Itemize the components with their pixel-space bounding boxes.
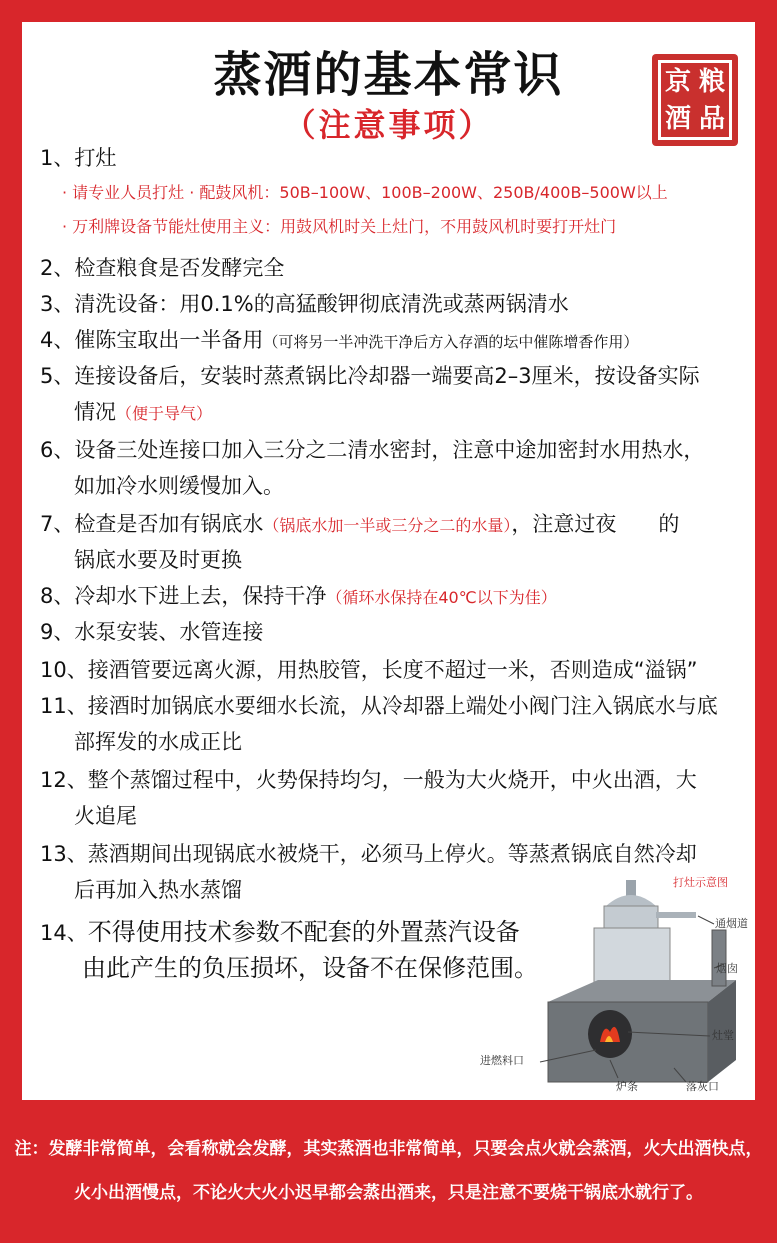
page-subtitle: （注意事项） — [283, 106, 494, 144]
list-item-continuation: 后再加入热水蒸馏 — [74, 878, 242, 902]
list-item-continuation: 火追尾 — [74, 804, 137, 828]
list-subitem: · 万利牌设备节能灶使用主义：用鼓风机时关上灶门，不用鼓风机时要打开灶门 — [62, 217, 617, 236]
stove-illustration — [478, 872, 748, 1094]
list-item: 10、接酒管要远离火源，用热胶管，长度不超过一米，否则造成“溢锅” — [40, 658, 698, 682]
list-item: 8、冷却水下进上去，保持干净（循环水保持在40℃以下为佳） — [40, 584, 557, 608]
page-title: 蒸酒的基本常识 — [213, 47, 564, 103]
list-item: 2、检查粮食是否发酵完全 — [40, 256, 285, 280]
list-item: 6、设备三处连接口加入三分之二清水密封，注意中途加密封水用热水， — [40, 438, 705, 462]
list-item-continuation: 由此产生的负压损坏，设备不在保修范围。 — [82, 954, 538, 982]
notice-line: 注：发酵非常简单，会看称就会发酵，其实蒸酒也非常简单，只要会点火就会蒸酒，火大出酒快点， — [14, 1139, 763, 1159]
seal-char: 京 — [664, 66, 691, 97]
label-chimney: 烟囱 — [716, 962, 738, 975]
list-item: 4、催陈宝取出一半备用（可将另一半冲洗干净后方入存酒的坛中催陈增香作用） — [40, 328, 639, 352]
seal-char: 酒 — [664, 103, 691, 134]
list-item-continuation: 如加冷水则缓慢加入。 — [74, 474, 284, 498]
illustration-caption: 打灶示意图 — [673, 876, 728, 889]
stove-diagram — [478, 872, 748, 1094]
list-item-continuation: 情况（便于导气） — [74, 400, 213, 424]
list-subitem: · 请专业人员打灶 · 配鼓风机：50B–100W、100B–200W、250B/400B–500W以上 — [62, 183, 668, 202]
seal-stamp — [652, 54, 738, 146]
list-item: 14、不得使用技术参数不配套的外置蒸汽设备 — [40, 918, 520, 946]
list-item: 9、水泵安装、水管连接 — [40, 620, 264, 644]
list-item: 12、整个蒸馏过程中，火势保持均匀，一般为大火烧开，中火出酒，大 — [40, 768, 697, 792]
list-item-continuation: 锅底水要及时更换 — [74, 548, 242, 572]
label-flue: 通烟道 — [715, 917, 748, 930]
seal-char: 品 — [698, 103, 725, 134]
list-item: 1、打灶 — [40, 146, 117, 170]
seal-characters — [658, 60, 732, 140]
label-hearth: 灶堂 — [712, 1029, 734, 1042]
seal-char: 粮 — [698, 66, 725, 97]
list-item: 7、检查是否加有锅底水（锅底水加一半或三分之二的水量），注意过夜 的 — [40, 512, 680, 536]
list-item-continuation: 部挥发的水成正比 — [74, 730, 242, 754]
list-item: 11、接酒时加锅底水要细水长流，从冷却器上端处小阀门注入锅底水与底 — [40, 694, 718, 718]
label-ash-outlet: 落灰口 — [686, 1080, 719, 1093]
label-grate: 炉条 — [616, 1080, 638, 1093]
list-item: 3、清洗设备：用0.1%的高猛酸钾彻底清洗或蒸两锅清水 — [40, 292, 569, 316]
list-item: 13、蒸酒期间出现锅底水被烧干，必须马上停火。等蒸煮锅底自然冷却 — [40, 842, 697, 866]
label-fuel-inlet: 进燃料口 — [480, 1054, 524, 1067]
notice-line: 火小出酒慢点，不论火大火小迟早都会蒸出酒来，只是注意不要烧干锅底水就行了。 — [74, 1183, 703, 1203]
list-item: 5、连接设备后，安装时蒸煮锅比冷却器一端要高2–3厘米，按设备实际 — [40, 364, 700, 388]
